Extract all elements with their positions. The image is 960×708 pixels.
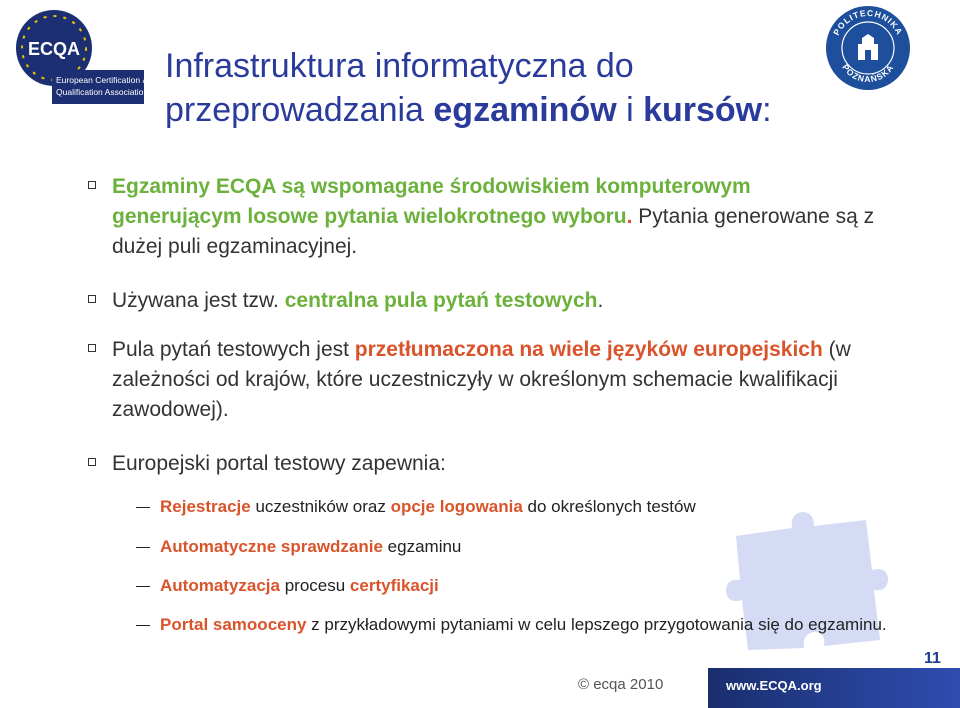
subbullet-4 bbox=[136, 613, 926, 637]
square-bullet-icon bbox=[88, 295, 96, 303]
subbullet-3-highlight-1: Automatyzacja bbox=[160, 576, 280, 595]
subbullet-1-highlight-2: opcje logowania bbox=[390, 497, 523, 516]
subbullet-3-mid: procesu bbox=[279, 576, 350, 595]
bullet-1 bbox=[88, 172, 878, 262]
subbullet-1-rest: do określonych testów bbox=[522, 497, 696, 516]
bullet-1-dot: . bbox=[626, 205, 633, 228]
title-line2-mid: i bbox=[616, 91, 644, 129]
subbullet-4-highlight: Portal samooceny bbox=[160, 615, 307, 634]
dash-bullet-icon bbox=[136, 625, 150, 626]
bullet-2-suffix: . bbox=[597, 289, 604, 312]
bullet-4 bbox=[88, 449, 878, 479]
dash-bullet-icon bbox=[136, 586, 150, 587]
ecqa-logo-caption bbox=[52, 70, 149, 104]
bullet-2-prefix: Używana jest tzw. bbox=[112, 289, 285, 312]
subbullet-4-rest: z przykładowymi pytaniami w celu lepszego przygotowania się do egzaminu. bbox=[306, 615, 887, 634]
title-line2 bbox=[165, 88, 825, 132]
subbullet-3-highlight-2: certyfikacji bbox=[349, 576, 439, 595]
subbullet-2-rest: egzaminu bbox=[382, 537, 462, 556]
page-number: 11 bbox=[924, 650, 941, 667]
seal-bottom-text: POZNAŃSKA bbox=[840, 62, 896, 85]
seal-top-text: POLITECHNIKA bbox=[831, 7, 905, 37]
title-line1: Infrastruktura informatyczna do bbox=[165, 47, 634, 85]
slide-title bbox=[165, 44, 825, 132]
bullet-3-highlight: przetłumaczona na wiele języków europejskich bbox=[354, 338, 823, 361]
ecqa-caption-line2: Qualification Association bbox=[56, 87, 149, 97]
copyright-text: © ecqa 2010 bbox=[578, 676, 664, 693]
dash-bullet-icon bbox=[136, 507, 150, 508]
bullet-2 bbox=[88, 286, 878, 316]
bullet-4-text: Europejski portal testowy zapewnia: bbox=[112, 452, 446, 475]
subbullet-2-highlight: Automatyczne sprawdzanie bbox=[160, 537, 383, 556]
subbullet-3 bbox=[136, 574, 926, 598]
subbullet-2 bbox=[136, 535, 926, 559]
bullet-3-rest: (w zależności od krajów, które uczestniczyły w określonym schemacie kwalifikacji zawodowej). bbox=[112, 338, 851, 421]
square-bullet-icon bbox=[88, 344, 96, 352]
bullet-1-highlight: Egzaminy ECQA są wspomagane środowiskiem komputerowym generującym losowe pytania wielokrotnego wyboru bbox=[112, 175, 751, 228]
title-bold-exams: egzaminów bbox=[433, 91, 617, 129]
square-bullet-icon bbox=[88, 181, 96, 189]
bullet-1-rest: Pytania generowane są z dużej puli egzaminacyjnej. bbox=[112, 205, 875, 258]
ecqa-caption-line1: European Certification & bbox=[56, 75, 149, 85]
title-bold-courses: kursów bbox=[643, 91, 763, 129]
subbullet-1 bbox=[136, 495, 926, 519]
title-line2-suffix: : bbox=[762, 91, 772, 129]
subbullet-1-mid: uczestników oraz bbox=[250, 497, 391, 516]
footer-url-link[interactable]: www.ECQA.org bbox=[726, 678, 822, 693]
ecqa-logo-text: ECQA bbox=[27, 39, 81, 59]
subbullet-1-highlight-1: Rejestracje bbox=[160, 497, 251, 516]
square-bullet-icon bbox=[88, 458, 96, 466]
dash-bullet-icon bbox=[136, 547, 150, 548]
bullet-2-highlight: centralna pula pytań testowych bbox=[284, 289, 598, 312]
bullet-3-prefix: Pula pytań testowych jest bbox=[112, 338, 355, 361]
title-line2-prefix: przeprowadzania bbox=[165, 91, 434, 129]
bullet-3 bbox=[88, 335, 878, 425]
politechnika-seal bbox=[824, 4, 912, 92]
